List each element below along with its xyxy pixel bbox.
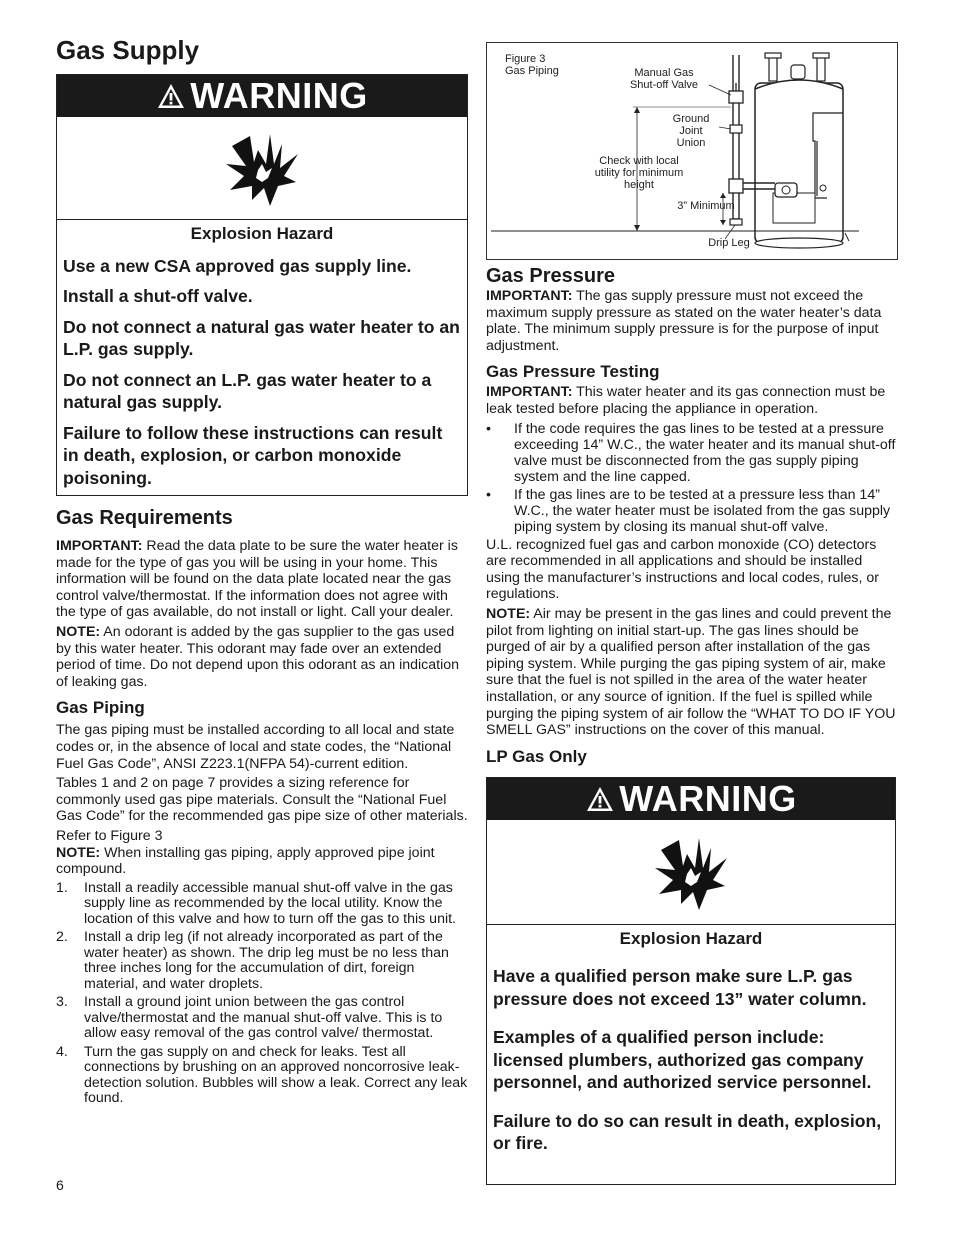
right-column [486,42,898,1185]
warning-header [487,778,895,820]
figure-title: Gas Piping [505,65,559,77]
warning-line: Install a shut-off valve. [63,286,253,307]
detectors-paragraph: U.L. recognized fuel gas and carbon monoxide (CO) detectors are recommended in all applications and should be installed using the manufacturer’s instructions and local codes, rules, or regulations. [486,536,879,603]
warning-body [57,220,467,495]
step-number: 2. [56,929,68,946]
gas-pressure-heading: Gas Pressure [486,265,615,287]
explosion-icon [222,130,302,206]
lp-gas-heading: LP Gas Only [486,746,587,766]
gas-requirements-heading: Gas Requirements [56,507,233,529]
list-item: • If the code requires the gas lines to be tested at a pressure exceeding 14” W.C., the water heater and its manual shut-off valve must be disconnected from the gas supply piping system and the line capped. [486,421,898,485]
gas-pressure-important [486,288,898,354]
warning-line: Do not connect a natural gas water heater to an L.P. gas supply. [63,316,460,360]
note-text: When installing gas piping, apply approved pipe joint compound. [56,844,435,878]
step-text: Install a ground joint union between the gas control valve/thermostat and the manual shut-off valve. This is to allow easy removal of the gas control valve/ thermostat. [84,994,443,1042]
gas-piping-para: The gas piping must be installed according to all local and state codes or, in the absence of local and state codes, the “National Fuel Gas Code”, ANSI Z223.1(NFPA 54)-current edition. [56,722,455,772]
important-label: IMPORTANT: [486,288,573,304]
step-number: 1. [56,879,68,896]
note-text: An odorant is added by the gas supplier to the gas used by this water heater. This odorant may fade over an extended period of time. Do not depend upon this odorant as an indication of leaking gas. [56,623,460,690]
gas-piping-heading: Gas Piping [56,698,145,718]
list-item [56,995,468,1042]
step-text: Turn the gas supply on and check for leaks. Test all connections by brushing on an approved noncorrosive leak-detection solution. Bubbles will show a leak. Correct any leak found. [84,1043,468,1107]
gas-pressure-testing-important [486,384,898,417]
list-item: • If the gas lines are to be tested at a pressure less than 14” W.C., the water heater must be isolated from the gas supply piping system by closing its manual shut-off valve. [486,487,898,535]
warning-box-gas-supply [56,74,468,496]
warning-line: Have a qualified person make sure L.P. gas pressure does not exceed 13” water column. [493,966,867,1009]
step-text: Install a drip leg (if not already incorporated as part of the water heater) as shown. The drip leg must be no less than three inches long for the accumulation of dirt, foreign material, and water droplets. [84,929,449,992]
warning-body [487,925,895,1161]
warning-hazard-title: Explosion Hazard [190,224,334,243]
gas-requirements-important [56,538,468,621]
left-column [56,34,468,1110]
important-label: IMPORTANT: [486,384,573,401]
step-number: 3. [56,994,68,1011]
gas-pressure-testing-heading: Gas Pressure Testing [486,362,660,382]
list-item [56,881,468,928]
note-text: Air may be present in the gas lines and could prevent the pilot from lighting on initial start-up. The gas lines should be purged of air by a qualified person after installation of the gas piping system. While purging the gas piping system of air, make sure that the fuel is not spilled in the area of the water heater installation, or any source of ignition. If the fuel is spilled while purging the piping system of air follow the “WHAT TO DO IF YOU SMELL GAS” instructions on the cover of this manual. [486,605,896,739]
note-label: NOTE: [56,623,101,640]
figure-3-gas-piping [486,42,898,260]
note-label: NOTE: [486,605,531,622]
explosion-graphic [57,117,467,220]
warning-header-text: WARNING [619,777,797,819]
important-text: This water heater and its gas connection must be leak tested before placing the appliance in operation. [486,384,886,417]
warning-header-text: WARNING [190,75,368,116]
warning-header [57,75,467,117]
gas-piping-refer: Refer to Figure 3 [56,827,163,844]
warning-triangle-icon [585,785,615,813]
warning-line: Do not connect an L.P. gas water heater to a natural gas supply. [63,369,432,413]
label-manual-shutoff-valve: Manual Gas Shut-off Valve [629,67,699,91]
warning-line: Failure to follow these instructions can result in death, explosion, or carbon monoxide poisoning. [63,422,443,488]
label-drip-leg: Drip Leg [708,237,750,249]
explosion-graphic [487,820,895,925]
page-title: Gas Supply [56,35,200,65]
warning-line: Failure to do so can result in death, explosion, or fire. [493,1110,882,1154]
warning-line: Examples of a qualified person include: licensed plumbers, authorized gas company personnel, and authorized service personnel. [493,1027,872,1093]
list-item [56,930,468,992]
warning-box-lp-gas [486,777,896,1185]
gas-piping-steps [56,881,468,1107]
label-check-minimum-height: Check with local utility for minimum height [594,155,684,191]
step-text: Install a readily accessible manual shut-off valve in the gas supply line as recommended by the local utility. Know the location of this valve and how to turn off the gas to this unit. [84,879,456,927]
gas-requirements-note [56,624,468,690]
figure-number: Figure 3 [505,53,546,65]
explosion-icon [651,834,731,910]
gas-piping-note [56,845,468,878]
warning-triangle-icon [156,82,186,110]
important-label: IMPORTANT: [56,538,143,554]
warning-hazard-title: Explosion Hazard [619,928,763,948]
page-number: 6 [56,1177,64,1193]
pressure-test-bullets [486,421,898,535]
step-number: 4. [56,1043,68,1060]
note-label: NOTE: [56,844,101,861]
important-text: Read the data plate to be sure the water heater is made for the type of gas you will be using in your home. This information will be found on the data plate located near the gas control valve/thermostat. If the information does not agree with the type of gas available, do not install or light. Call your dealer. [56,538,458,621]
warning-line: Use a new CSA approved gas supply line. [63,255,412,276]
important-text: The gas supply pressure must not exceed the maximum supply pressure as stated on the water heater’s data plate. The minimum supply pressure is for the purpose of input adjustment. [486,288,882,354]
list-item [56,1045,468,1107]
purge-note [486,606,898,739]
label-ground-joint-union: Ground Joint Union [672,113,710,149]
label-3-inch-minimum: 3” Minimum [677,200,735,212]
gas-piping-para: Tables 1 and 2 on page 7 provides a sizing reference for commonly used gas pipe materials. Consult the “National Fuel Gas Code” for the recommended gas pipe size of other materials. [56,775,468,825]
